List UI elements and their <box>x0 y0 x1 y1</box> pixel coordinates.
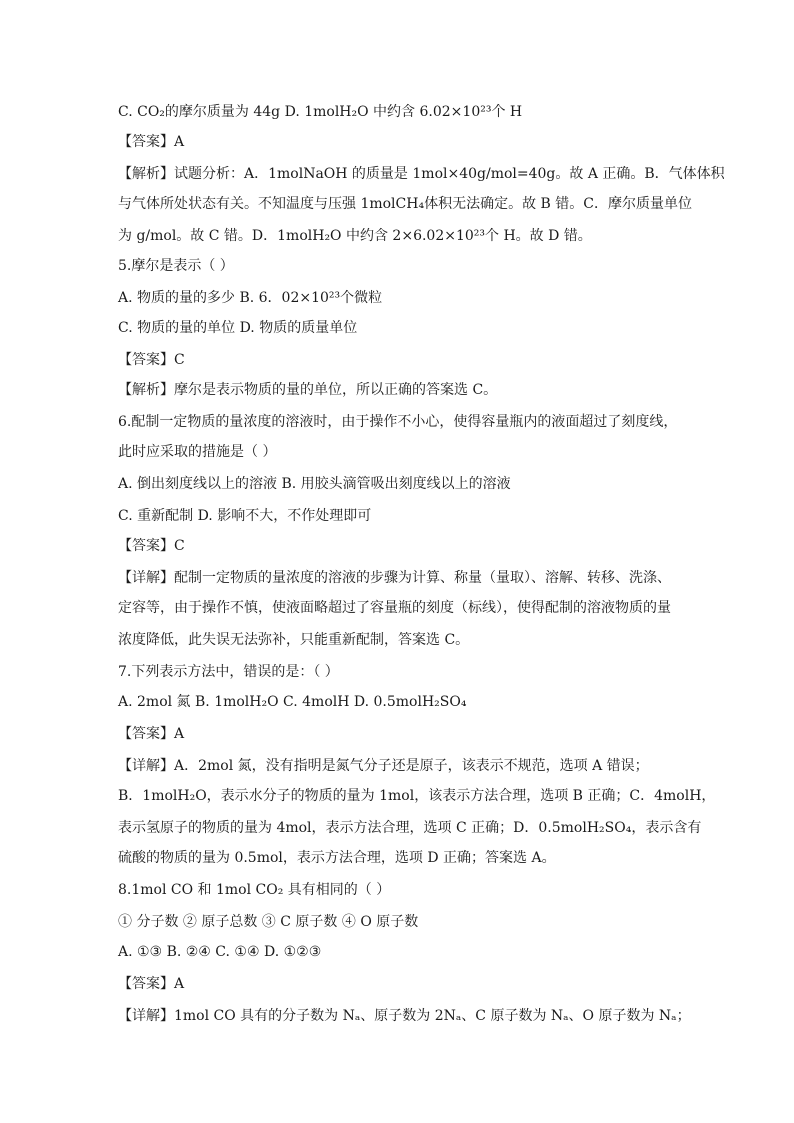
detail-line: 浓度降低，此失误无法弥补，只能重新配制，答案选 C。 <box>118 632 470 648</box>
detail-line: 表示氢原子的物质的量为 4mol，表示方法合理，选项 C 正确；D．0.5molH₂SO₄，表示含有 <box>118 820 702 836</box>
answer-line: 【答案】A <box>118 134 185 150</box>
answer-line: 【答案】A <box>118 726 185 742</box>
option-line: ① 分子数 ② 原子总数 ③ C 原子数 ④ O 原子数 <box>118 914 419 930</box>
answer-line: 【答案】C <box>118 538 185 554</box>
answer-line: 【答案】C <box>118 352 185 368</box>
option-line: C. 重新配制 D. 影响不大，不作处理即可 <box>118 508 372 524</box>
option-line: A. 倒出刻度线以上的溶液 B. 用胶头滴管吸出刻度线以上的溶液 <box>118 476 511 492</box>
answer-line: 【答案】A <box>118 976 185 992</box>
question-line: 8.1mol CO 和 1mol CO₂ 具有相同的（ ） <box>118 882 391 898</box>
detail-line: B．1molH₂O，表示水分子的物质的量为 1mol，该表示方法合理，选项 B 正确；C．4molH， <box>118 788 716 804</box>
question-line: 7.下列表示方法中，错误的是：（ ） <box>118 664 339 680</box>
option-line: C. CO₂的摩尔质量为 44g D. 1molH₂O 中约含 6.02×10²³个 H <box>118 104 523 120</box>
question-line: 此时应采取的措施是（ ） <box>118 444 277 460</box>
detail-line: 【详解】A．2mol 氮，没有指明是氮气分子还是原子，该表示不规范，选项 A 错误； <box>118 758 649 774</box>
analysis-line: 与气体所处状态有关。不知温度与压强 1molCH₄体积无法确定。故 B 错。C．摩尔质量单位 <box>118 196 692 212</box>
question-line: 5.摩尔是表示（ ） <box>118 258 234 274</box>
analysis-line: 【解析】试题分析：A．1molNaOH 的质量是 1mol×40g/mol=40g。故 A 正确。B．气体体积 <box>118 166 725 182</box>
question-line: 6.配制一定物质的量浓度的溶液时，由于操作不小心，使得容量瓶内的液面超过了刻度线， <box>118 414 678 430</box>
detail-line: 【详解】1mol CO 具有的分子数为 Nₐ、原子数为 2Nₐ、C 原子数为 Nₐ、O 原子数为 Nₐ； <box>118 1008 691 1024</box>
detail-line: 【详解】配制一定物质的量浓度的溶液的步骤为计算、称量（量取）、溶解、转移、洗涤、 <box>118 570 671 586</box>
detail-line: 定容等，由于操作不慎，使液面略超过了容量瓶的刻度（标线），使得配制的溶液物质的量 <box>118 600 671 616</box>
option-line: C. 物质的量的单位 D. 物质的质量单位 <box>118 320 358 336</box>
detail-line: 硫酸的物质的量为 0.5mol，表示方法合理，选项 D 正确；答案选 A。 <box>118 850 556 866</box>
option-line: A. ①③ B. ②④ C. ①④ D. ①②③ <box>118 944 322 960</box>
analysis-line: 为 g/mol。故 C 错。D．1molH₂O 中约含 2×6.02×10²³个 H。故 D 错。 <box>118 228 592 244</box>
option-line: A. 2mol 氮 B. 1molH₂O C. 4molH D. 0.5molH₂SO₄ <box>118 694 467 710</box>
analysis-line: 【解析】摩尔是表示物质的量的单位，所以正确的答案选 C。 <box>118 382 498 398</box>
option-line: A. 物质的量的多少 B. 6．02×10²³个微粒 <box>118 290 383 306</box>
